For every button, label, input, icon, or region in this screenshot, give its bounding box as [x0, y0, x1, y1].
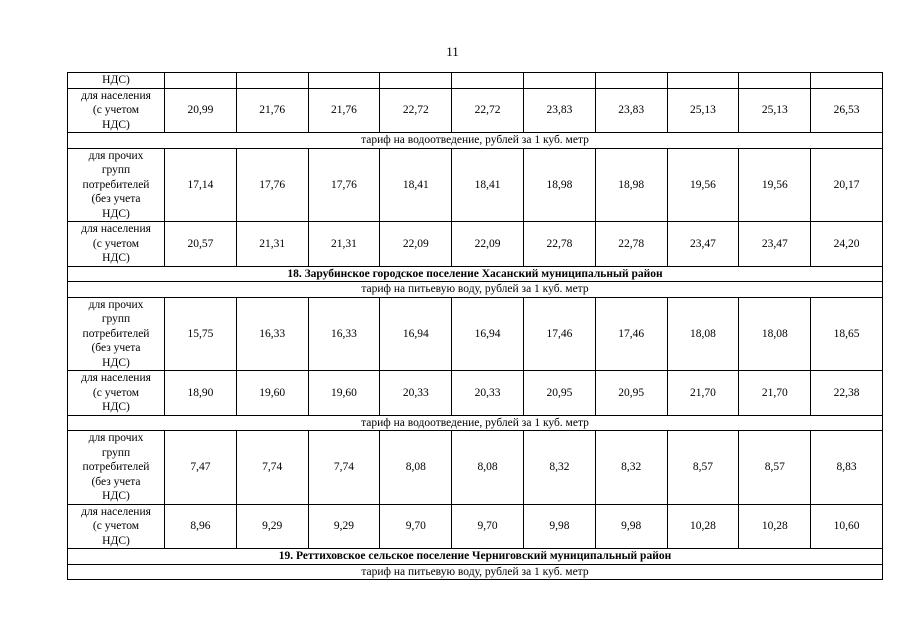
row-label-line: (с учетом	[92, 386, 140, 399]
tariff-type-row	[68, 564, 883, 580]
value-cell: 26,53	[811, 88, 883, 133]
value-cell: 21,31	[308, 222, 380, 267]
row-label-line: потребителей	[82, 327, 150, 340]
row-label-line: НДС)	[102, 118, 130, 131]
value-cell: 16,94	[380, 297, 452, 371]
value-cell: 21,70	[667, 371, 739, 416]
value-cell	[523, 73, 595, 89]
value-cell: 10,60	[811, 504, 883, 549]
value-cell: 20,57	[165, 222, 237, 267]
value-cell: 21,70	[739, 371, 811, 416]
value-cell: 9,98	[595, 504, 667, 549]
tariff-type-heading: тариф на питьевую воду, рублей за 1 куб. метр	[68, 564, 883, 580]
value-cell: 8,57	[667, 431, 739, 505]
row-label-line: групп	[101, 164, 131, 176]
row-label	[68, 222, 165, 267]
table-row	[68, 222, 883, 267]
row-label-line: для населения	[81, 372, 151, 384]
value-cell: 25,13	[739, 88, 811, 133]
table-row	[68, 504, 883, 549]
value-cell: 19,60	[308, 371, 380, 416]
row-label-line: НДС)	[102, 534, 130, 547]
value-cell: 23,47	[739, 222, 811, 267]
value-cell: 22,78	[595, 222, 667, 267]
value-cell	[165, 73, 237, 89]
row-label-line: НДС)	[102, 401, 130, 413]
value-cell: 18,41	[380, 148, 452, 222]
row-label-line: (без учета	[91, 193, 141, 205]
value-cell: 25,13	[667, 88, 739, 133]
value-cell: 8,96	[165, 504, 237, 549]
value-cell	[667, 73, 739, 89]
value-cell: 15,75	[165, 297, 237, 371]
value-cell: 10,28	[739, 504, 811, 549]
value-cell: 20,95	[595, 371, 667, 416]
value-cell: 16,33	[308, 297, 380, 371]
row-label-line: (с учетом	[92, 237, 140, 250]
value-cell	[595, 73, 667, 89]
value-cell: 18,98	[595, 148, 667, 222]
tariff-type-heading: тариф на водоотведение, рублей за 1 куб. метр	[68, 133, 883, 149]
value-cell: 18,08	[739, 297, 811, 371]
value-cell	[811, 73, 883, 89]
table-row	[68, 371, 883, 416]
row-label-line: (с учетом	[92, 104, 140, 116]
section-heading: 18. Зарубинское городское поселение Хасанский муниципальный район	[68, 266, 883, 282]
page-number: 11	[446, 44, 459, 59]
value-cell: 17,14	[165, 148, 237, 222]
row-label	[68, 297, 165, 371]
value-cell: 7,47	[165, 431, 237, 505]
value-cell: 9,70	[380, 504, 452, 549]
value-cell: 8,32	[595, 431, 667, 505]
row-label-line: для прочих	[88, 298, 144, 311]
row-label-line: (без учета	[91, 475, 141, 488]
value-cell: 22,72	[380, 88, 452, 133]
value-cell: 20,33	[380, 371, 452, 416]
row-label-line: для прочих	[88, 432, 144, 444]
row-label-line: для населения	[81, 223, 151, 235]
value-cell	[452, 73, 524, 89]
value-cell: 16,33	[236, 297, 308, 371]
table-row	[68, 297, 883, 371]
continuation-row	[68, 73, 883, 89]
row-label-line: групп	[101, 446, 131, 459]
table-row	[68, 148, 883, 222]
value-cell: 22,38	[811, 371, 883, 416]
row-label-line: НДС)	[102, 490, 130, 502]
value-cell: 18,41	[452, 148, 524, 222]
row-label-line: потребителей	[82, 178, 150, 191]
value-cell: 18,08	[667, 297, 739, 371]
tariff-type-heading: тариф на водоотведение, рублей за 1 куб. метр	[68, 415, 883, 431]
value-cell: 23,83	[595, 88, 667, 133]
value-cell: 17,76	[236, 148, 308, 222]
row-label	[68, 148, 165, 222]
row-label-line: групп	[101, 313, 131, 325]
value-cell: 23,47	[667, 222, 739, 267]
row-label-line: (без учета	[91, 342, 141, 354]
value-cell: 23,83	[523, 88, 595, 133]
value-cell: 8,57	[739, 431, 811, 505]
value-cell: 22,09	[380, 222, 452, 267]
section-heading: 19. Реттиховское сельское поселение Черниговский муниципальный район	[68, 549, 883, 565]
row-label	[68, 431, 165, 505]
table-row	[68, 431, 883, 505]
row-label-line: потребителей	[82, 461, 150, 473]
value-cell: 21,76	[236, 88, 308, 133]
value-cell: 22,78	[523, 222, 595, 267]
row-label-line: для населения	[81, 89, 151, 102]
value-cell: 20,17	[811, 148, 883, 222]
value-cell: 22,09	[452, 222, 524, 267]
tariff-type-heading: тариф на питьевую воду, рублей за 1 куб. метр	[68, 282, 883, 298]
value-cell: 16,94	[452, 297, 524, 371]
section-heading-row	[68, 549, 883, 565]
value-cell: 21,31	[236, 222, 308, 267]
value-cell: 10,28	[667, 504, 739, 549]
row-label-line: НДС)	[102, 207, 130, 220]
value-cell	[236, 73, 308, 89]
value-cell: 8,83	[811, 431, 883, 505]
value-cell: 8,08	[452, 431, 524, 505]
value-cell: 8,32	[523, 431, 595, 505]
section-heading-row	[68, 266, 883, 282]
value-cell: 19,56	[667, 148, 739, 222]
tariff-type-row	[68, 282, 883, 298]
value-cell: 7,74	[236, 431, 308, 505]
row-label-line: НДС)	[102, 252, 130, 264]
row-label: НДС)	[68, 73, 165, 89]
value-cell: 24,20	[811, 222, 883, 267]
value-cell: 20,95	[523, 371, 595, 416]
value-cell: 18,98	[523, 148, 595, 222]
value-cell	[739, 73, 811, 89]
value-cell: 19,56	[739, 148, 811, 222]
row-label-line: для прочих	[88, 149, 144, 162]
value-cell	[380, 73, 452, 89]
value-cell: 20,33	[452, 371, 524, 416]
row-label	[68, 88, 165, 133]
row-label-line: НДС)	[102, 356, 130, 369]
value-cell: 19,60	[236, 371, 308, 416]
value-cell: 9,29	[308, 504, 380, 549]
value-cell: 9,70	[452, 504, 524, 549]
value-cell: 17,46	[523, 297, 595, 371]
value-cell: 18,65	[811, 297, 883, 371]
table-row	[68, 88, 883, 133]
value-cell: 9,98	[523, 504, 595, 549]
value-cell	[308, 73, 380, 89]
value-cell: 8,08	[380, 431, 452, 505]
row-label-line: для населения	[81, 505, 151, 518]
row-label-line: (с учетом	[92, 520, 140, 532]
value-cell: 20,99	[165, 88, 237, 133]
value-cell: 17,76	[308, 148, 380, 222]
tariff-type-row	[68, 133, 883, 149]
value-cell: 22,72	[452, 88, 524, 133]
value-cell: 9,29	[236, 504, 308, 549]
row-label	[68, 371, 165, 416]
value-cell: 17,46	[595, 297, 667, 371]
tariff-type-row	[68, 415, 883, 431]
row-label	[68, 504, 165, 549]
value-cell: 21,76	[308, 88, 380, 133]
value-cell: 18,90	[165, 371, 237, 416]
tariff-table	[67, 72, 883, 580]
value-cell: 7,74	[308, 431, 380, 505]
